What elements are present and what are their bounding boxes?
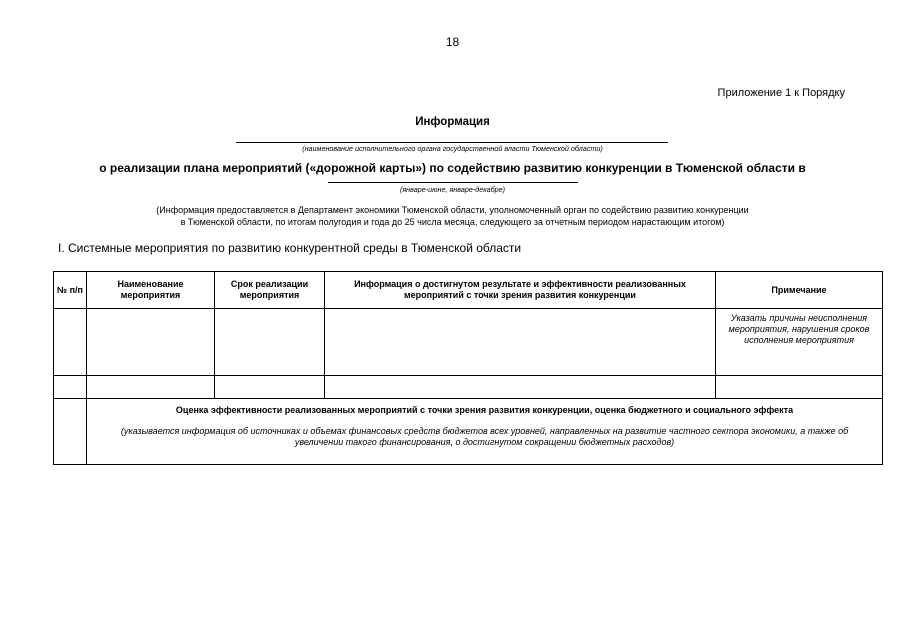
page-number: 18 — [445, 35, 460, 49]
measures-table — [53, 271, 883, 465]
cell-note — [716, 376, 883, 399]
cell-measure-name — [87, 309, 215, 376]
evaluation-cell — [87, 399, 883, 465]
cell-number — [54, 399, 87, 465]
evaluation-title: Оценка эффективности реализованных мероприятий с точки зрения развития конкуренции, оценка бюджетного и социального эффекта — [175, 405, 794, 415]
period-caption: (январе-июне, январе-декабре) — [399, 185, 506, 194]
document-title: Информация — [415, 116, 490, 128]
header-measure-name: Наименование мероприятия — [87, 272, 215, 309]
section-heading: I. Системные мероприятия по развитию конкурентной среды в Тюменской области — [58, 241, 522, 255]
header-result-info: Информация о достигнутом результате и эффективности реализованных мероприятий с точки зрения развития конкуренции — [325, 272, 716, 309]
info-note-line: в Тюменской области, по итогам полугодия и года до 25 числа месяца, следующего за отчетным периодом нарастающим итогом) — [180, 216, 725, 227]
cell-deadline — [215, 309, 325, 376]
cell-result-info — [325, 309, 716, 376]
period-underline — [328, 182, 578, 183]
cell-note: Указать причины неисполнения мероприятия, нарушения сроков исполнения мероприятия — [716, 309, 883, 376]
cell-deadline — [215, 376, 325, 399]
evaluation-note: (указывается информация об источниках и объемах финансовых средств бюджетов всех уровней, направленных на развитие частного сектора экономики, а также об увеличении такого финансирования, о достигнутом сокращении бюджетных расходов) — [120, 426, 849, 447]
executor-caption: (наименование исполнительного органа государственной власти Тюменской области) — [302, 144, 603, 153]
header-note: Примечание — [716, 272, 883, 309]
table-row — [54, 376, 883, 399]
header-deadline: Срок реализации мероприятия — [215, 272, 325, 309]
table-header-row — [54, 272, 883, 309]
executor-underline — [236, 142, 668, 143]
cell-measure-name — [87, 376, 215, 399]
cell-number — [54, 376, 87, 399]
table-row — [54, 309, 883, 376]
document-subtitle: о реализации плана мероприятий («дорожной карты») по содействию развитию конкуренции в Тюменской области в — [99, 161, 806, 175]
cell-result-info — [325, 376, 716, 399]
evaluation-row — [54, 399, 883, 465]
info-note — [0, 205, 905, 228]
header-number: № п/п — [54, 272, 87, 309]
cell-number — [54, 309, 87, 376]
info-note-line: (Информация предоставляется в Департамент экономики Тюменской области, уполномоченный орган по содействию развитию конкуренции — [156, 205, 749, 215]
appendix-label: Приложение 1 к Порядку — [717, 87, 845, 99]
